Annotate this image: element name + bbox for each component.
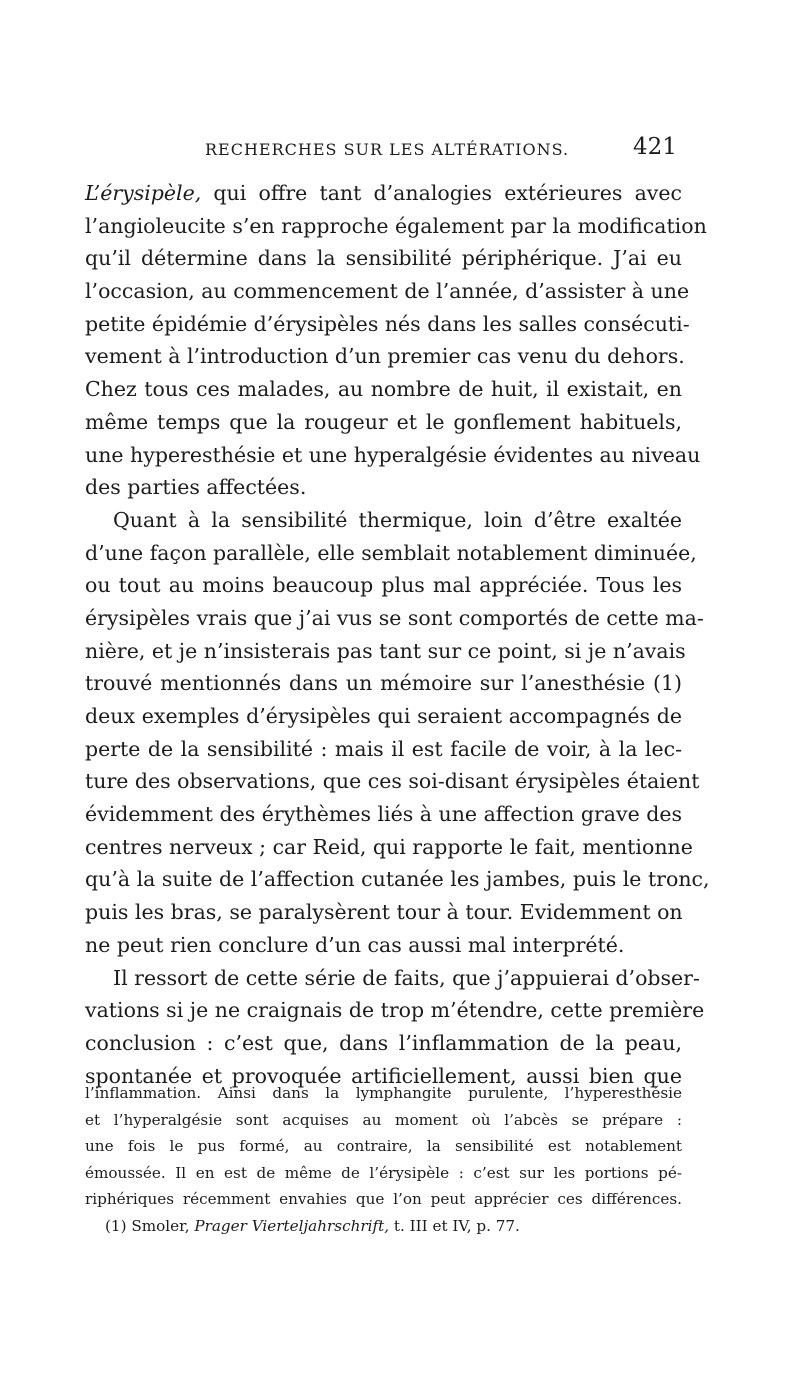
- body-line: ne peut rien conclure d’un cas aussi mal interprété.: [85, 932, 625, 957]
- body-line: vement à l’introduction d’un premier cas venu du dehors.: [85, 344, 685, 369]
- footnote-line: l’inflammation. Ainsi dans la lymphangite purulente, l’hyperesthésie: [85, 1084, 682, 1102]
- footnotes: [85, 1080, 682, 1240]
- body-line: nière, et je n’insisterais pas tant sur ce point, si je n’avais: [85, 638, 686, 663]
- footnote-author: Smoler,: [131, 1216, 190, 1235]
- footnote-line: riphériques récemment envahies que l’on peut apprécier ces différences.: [85, 1190, 682, 1209]
- running-title: RECHERCHES SUR LES ALTÉRATIONS.: [205, 140, 570, 159]
- body-line: Il ressort de cette série de faits, que j’appuierai d’obser-: [113, 965, 700, 990]
- body-line: Quant à la sensibilité thermique, loin d’être exaltée: [113, 507, 682, 532]
- running-head: [85, 134, 685, 174]
- page-number: 421: [633, 134, 677, 160]
- footnote-line: une fois le pus formé, au contraire, la sensibilité est notablement: [85, 1137, 682, 1156]
- body-line: érysipèles vrais que j’ai vus se sont comportés de cette ma-: [85, 605, 704, 630]
- body-line: trouvé mentionnés dans un mémoire sur l’anesthésie (1): [85, 671, 682, 696]
- body-line: l’angioleucite s’en rapproche également par la modification: [85, 213, 707, 238]
- body-line: une hyperesthésie et une hyperalgésie évidentes au niveau: [85, 442, 701, 467]
- body-line: des parties affectées.: [85, 475, 307, 500]
- body-text: [85, 177, 710, 1092]
- body-line: ture des observations, que ces soi-disant érysipèles étaient: [85, 769, 700, 794]
- footnote-details: t. III et IV, p. 77.: [393, 1216, 520, 1235]
- footnote-journal: Prager Vierteljahrschrift,: [194, 1216, 390, 1235]
- body-line: L’érysipèle, qui offre tant d’analogies extérieures avec: [85, 181, 682, 205]
- body-line: qu’à la suite de l’affection cutanée les jambes, puis le tronc,: [85, 867, 710, 892]
- body-line: conclusion : c’est que, dans l’inflammation de la peau,: [85, 1030, 682, 1055]
- body-line: petite épidémie d’érysipèles nés dans les salles consécuti-: [85, 311, 690, 336]
- body-line: évidemment des érythèmes liés à une affection grave des: [85, 802, 682, 827]
- body-line: centres nerveux ; car Reid, qui rapporte le fait, mentionne: [85, 834, 693, 859]
- body-line: ou tout au moins beaucoup plus mal appréciée. Tous les: [85, 573, 682, 598]
- body-line: l’occasion, au commencement de l’année, d’assister à une: [85, 279, 690, 304]
- body-line: vations si je ne craignais de trop m’étendre, cette première: [85, 998, 705, 1023]
- emphasized-term: L’érysipèle,: [85, 181, 202, 205]
- body-line: d’une façon parallèle, elle semblait notablement diminuée,: [85, 540, 697, 565]
- body-line: qu’il détermine dans la sensibilité périphérique. J’ai eu: [85, 246, 682, 271]
- body-line: perte de la sensibilité : mais il est facile de voir, à la lec-: [85, 736, 682, 761]
- footnote-reference: [85, 1213, 682, 1240]
- body-line: deux exemples d’érysipèles qui seraient accompagnés de: [85, 704, 682, 728]
- footnote-number: (1): [105, 1216, 127, 1235]
- body-line: spontanée et provoquée artificiellement, aussi bien que: [85, 1063, 682, 1088]
- body-line: même temps que la rougeur et le gonflement habituels,: [85, 409, 682, 434]
- footnote-line: et l’hyperalgésie sont acquises au moment où l’abcès se prépare :: [85, 1110, 682, 1129]
- body-line: Chez tous ces malades, au nombre de huit, il existait, en: [85, 377, 682, 402]
- footnote-line: émoussée. Il en est de même de l’érysipèle : c’est sur les portions pé-: [85, 1163, 682, 1182]
- body-line: puis les bras, se paralysèrent tour à tour. Evidemment on: [85, 900, 683, 925]
